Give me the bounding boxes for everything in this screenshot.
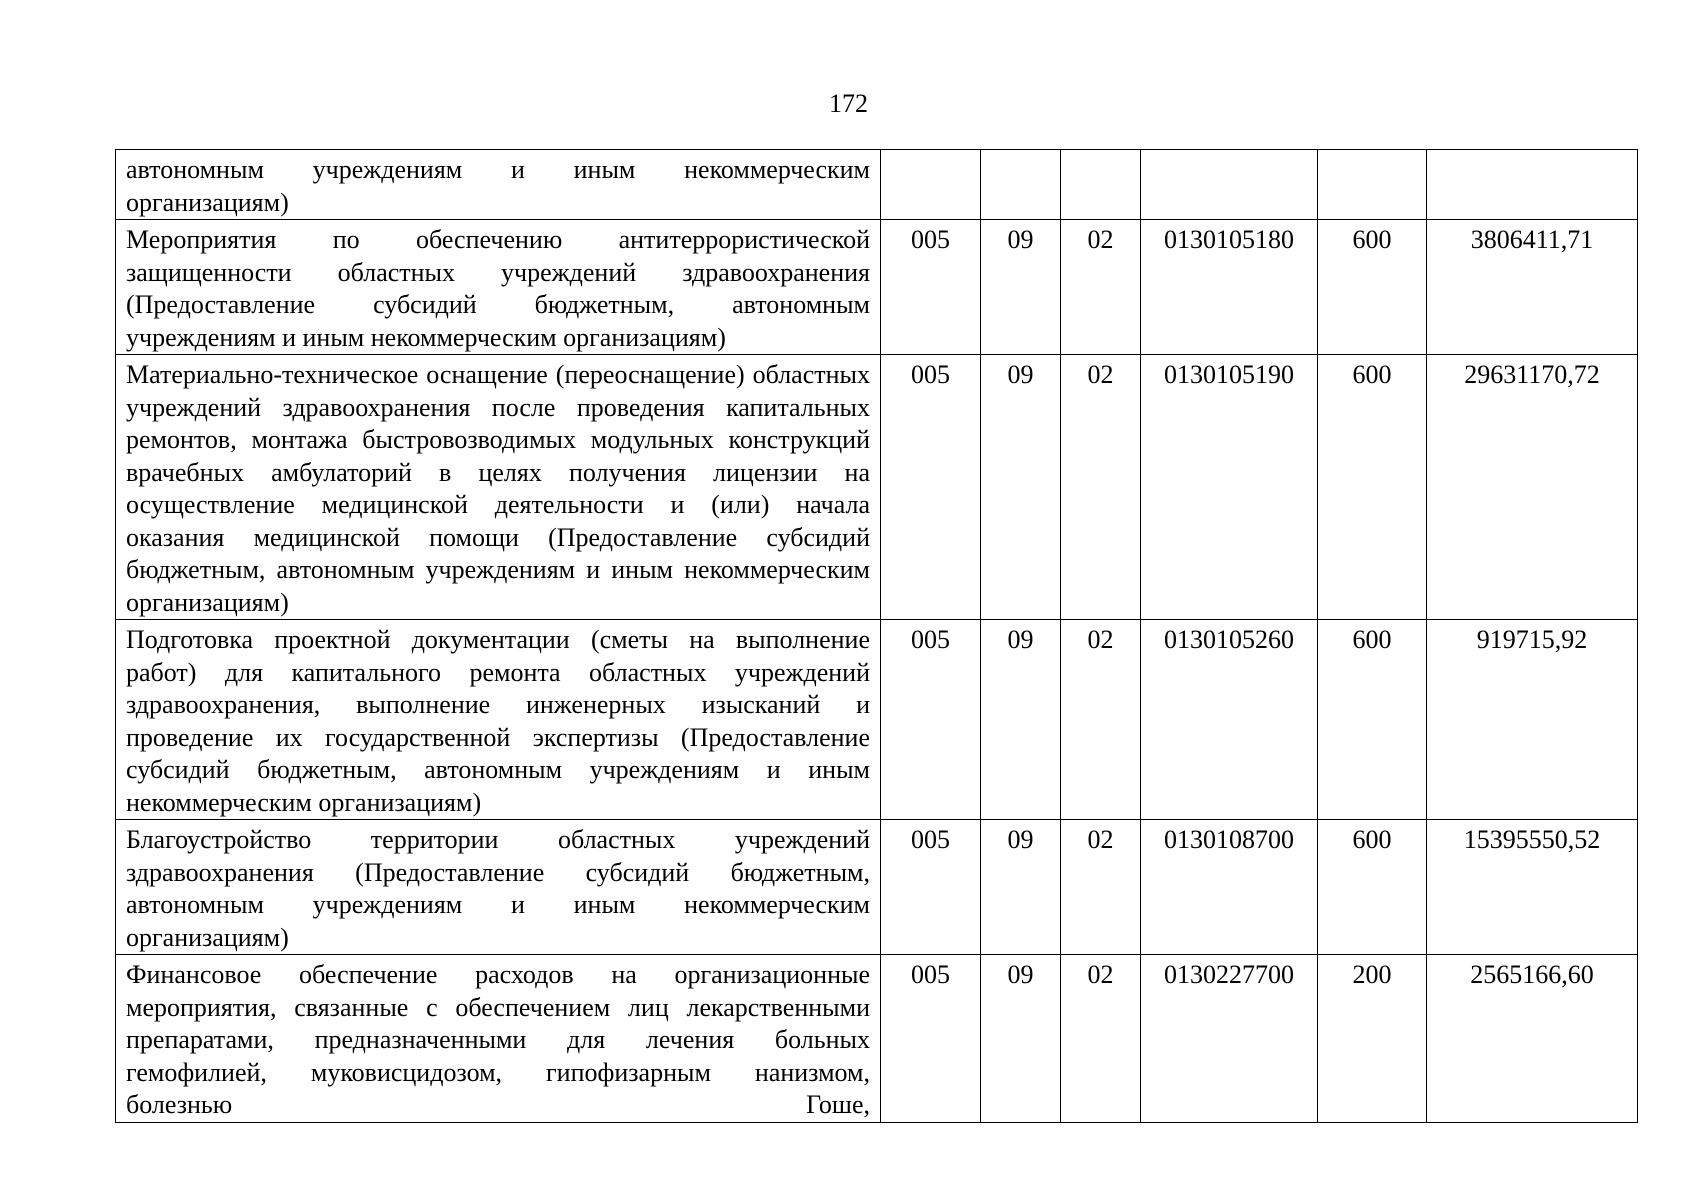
row-target-article: 0130105190 [1141, 355, 1318, 620]
row-description: Подготовка проектной документации (сметы на выполнение работ) для капитального ремонта областных учреждений здравоохранения, выполнение инженерных изысканий и проведение их государственной экспертизы (Предоставление субсидий бюджетным, автономным учреждениям и иным некоммерческим организациям) [116, 620, 881, 820]
row-section-code: 09 [981, 355, 1061, 620]
table-row [116, 220, 1638, 355]
row-subsection-code [1061, 150, 1141, 220]
row-ministry-code [881, 150, 981, 220]
row-amount: 29631170,72 [1427, 355, 1638, 620]
row-subsection-code: 02 [1061, 820, 1141, 955]
row-expense-type [1318, 150, 1427, 220]
row-ministry-code: 005 [881, 355, 981, 620]
budget-table [115, 149, 1638, 1123]
row-section-code: 09 [981, 220, 1061, 355]
row-expense-type: 600 [1318, 220, 1427, 355]
row-ministry-code: 005 [881, 820, 981, 955]
row-subsection-code: 02 [1061, 620, 1141, 820]
row-amount: 2565166,60 [1427, 955, 1638, 1123]
row-amount: 15395550,52 [1427, 820, 1638, 955]
row-target-article [1141, 150, 1318, 220]
row-amount [1427, 150, 1638, 220]
row-section-code [981, 150, 1061, 220]
row-expense-type: 600 [1318, 820, 1427, 955]
row-section-code: 09 [981, 820, 1061, 955]
row-subsection-code: 02 [1061, 355, 1141, 620]
table-row [116, 955, 1638, 1123]
row-target-article: 0130227700 [1141, 955, 1318, 1123]
row-subsection-code: 02 [1061, 955, 1141, 1123]
row-ministry-code: 005 [881, 620, 981, 820]
row-expense-type: 200 [1318, 955, 1427, 1123]
row-description: Мероприятия по обеспечению антитеррористической защищенности областных учреждений здравоохранения (Предоставление субсидий бюджетным, автономным учреждениям и иным некоммерческим организациям) [116, 220, 881, 355]
table-row [116, 150, 1638, 220]
table-row [116, 820, 1638, 955]
row-ministry-code: 005 [881, 220, 981, 355]
row-target-article: 0130108700 [1141, 820, 1318, 955]
row-amount: 3806411,71 [1427, 220, 1638, 355]
row-description: Финансовое обеспечение расходов на организационные мероприятия, связанные с обеспечением лиц лекарственными препаратами, предназначенными для лечения больных гемофилией, муковисцидозом, гипофизарным нанизмом, болезнью Гоше, [116, 955, 881, 1123]
row-section-code: 09 [981, 620, 1061, 820]
row-expense-type: 600 [1318, 620, 1427, 820]
row-ministry-code: 005 [881, 955, 981, 1123]
row-expense-type: 600 [1318, 355, 1427, 620]
page-number: 172 [829, 89, 868, 118]
row-section-code: 09 [981, 955, 1061, 1123]
table-row [116, 620, 1638, 820]
row-description: автономным учреждениям и иным некоммерческим организациям) [116, 150, 881, 220]
row-target-article: 0130105260 [1141, 620, 1318, 820]
row-description: Материально-техническое оснащение (переоснащение) областных учреждений здравоохранения после проведения капитальных ремонтов, монтажа быстровозводимых модульных конструкций врачебных амбулаторий в целях получения лицензии на осуществление медицинской деятельности и (или) начала оказания медицинской помощи (Предоставление субсидий бюджетным, автономным учреждениям и иным некоммерческим организациям) [116, 355, 881, 620]
row-amount: 919715,92 [1427, 620, 1638, 820]
table-row [116, 355, 1638, 620]
row-description: Благоустройство территории областных учреждений здравоохранения (Предоставление субсидий бюджетным, автономным учреждениям и иным некоммерческим организациям) [116, 820, 881, 955]
row-subsection-code: 02 [1061, 220, 1141, 355]
row-target-article: 0130105180 [1141, 220, 1318, 355]
